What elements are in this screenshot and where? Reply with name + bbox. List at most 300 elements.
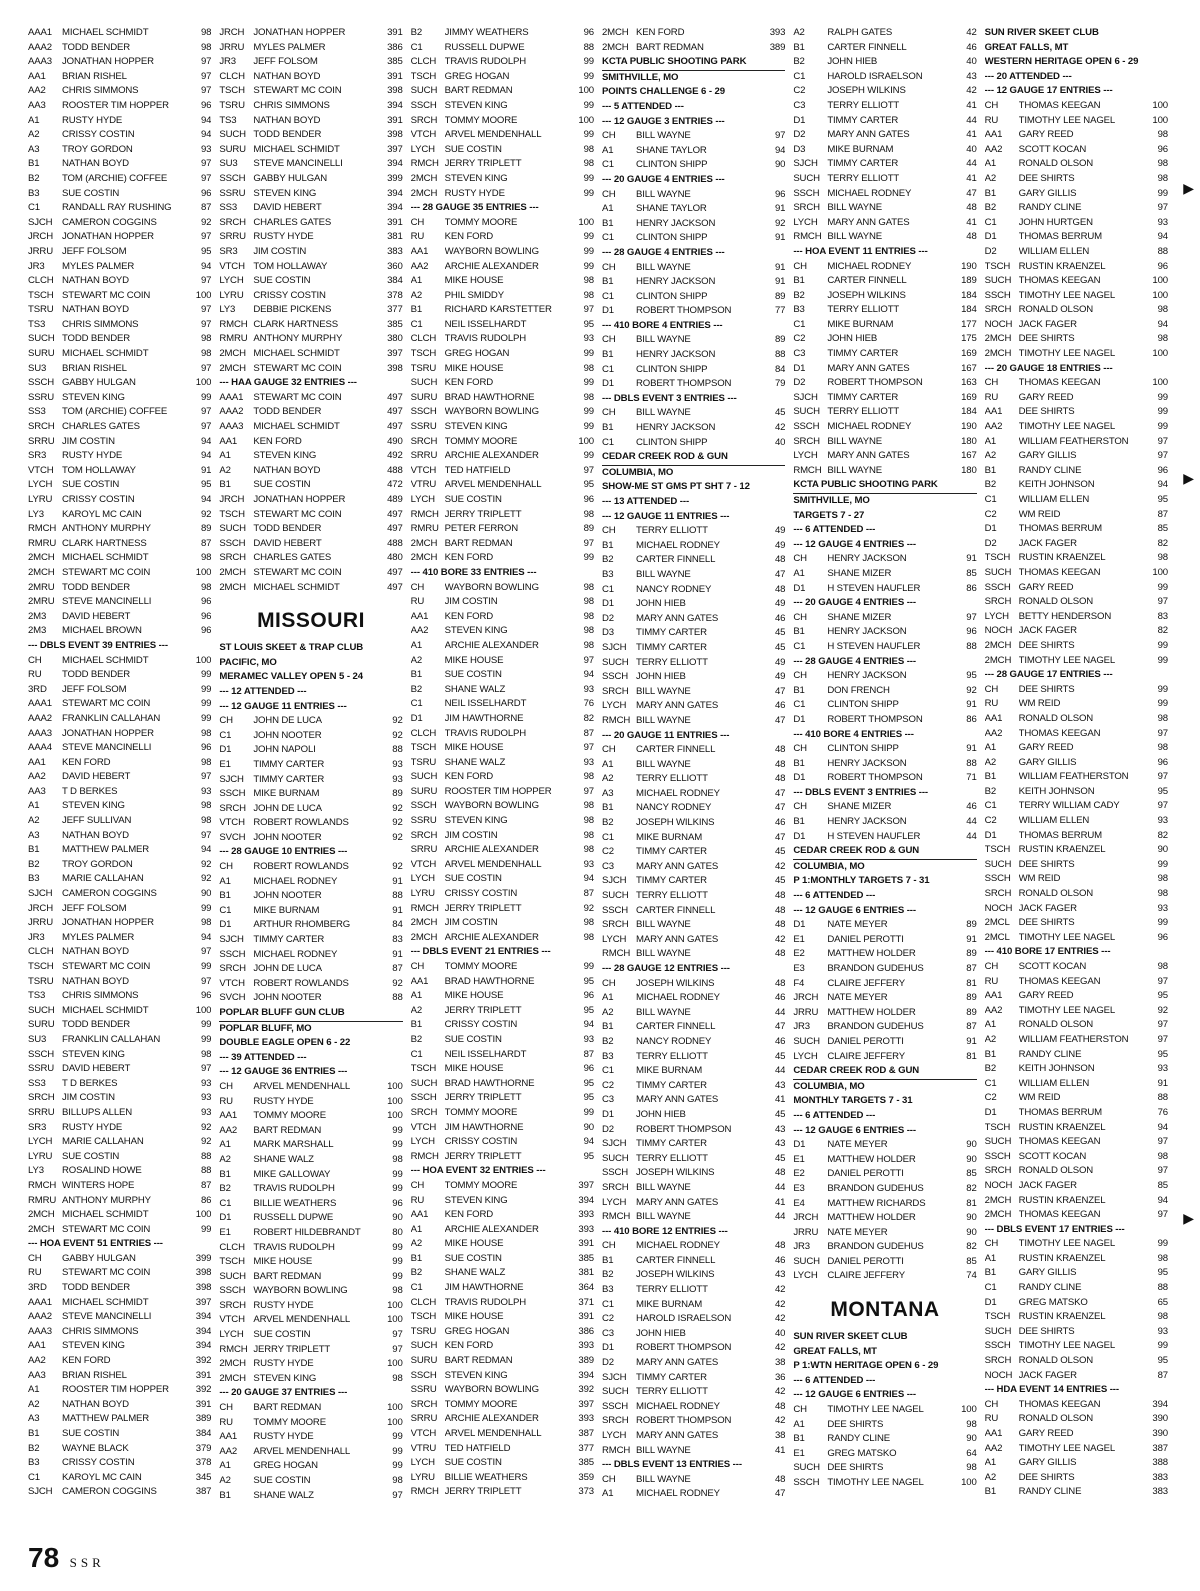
score: 99 <box>583 552 594 564</box>
shooter-name: NANCY RODNEY <box>635 802 712 814</box>
score: 48 <box>774 554 786 566</box>
result-row <box>985 1033 1168 1048</box>
class-code: SJCH <box>601 1138 627 1150</box>
result-row <box>28 1296 211 1311</box>
result-row <box>985 1456 1168 1471</box>
result-row <box>793 303 976 318</box>
shooter-name: JOHN DE LUCA <box>253 963 322 975</box>
class-code: B1 <box>793 41 805 53</box>
result-row <box>793 201 976 216</box>
result-row <box>28 1442 211 1457</box>
score: 99 <box>200 683 212 695</box>
score: 98 <box>583 815 594 827</box>
score: 99 <box>1157 421 1168 433</box>
score: 99 <box>1157 391 1168 403</box>
shooter-name: RONALD OLSON <box>1018 1165 1094 1177</box>
shooter-name: TIMMY CARTER <box>827 158 899 170</box>
shooter-name: TIMMY CARTER <box>253 934 325 946</box>
class-code: C2 <box>984 815 997 827</box>
shooter-name: TIMMY CARTER <box>253 758 325 770</box>
result-row <box>219 714 402 729</box>
result-row <box>602 1356 785 1371</box>
result-row <box>28 610 211 625</box>
result-row <box>28 114 211 129</box>
section-heading: --- HOA EVENT 32 ENTRIES --- <box>410 1165 546 1177</box>
score: 100 <box>387 1358 403 1370</box>
score: 89 <box>774 334 786 346</box>
score: 99 <box>200 1033 212 1045</box>
class-code: C3 <box>793 348 806 360</box>
result-row <box>411 1296 594 1311</box>
score: 373 <box>578 1486 594 1498</box>
class-code: D1 <box>793 919 806 931</box>
score: 99 <box>1157 698 1168 710</box>
class-code: JR3 <box>793 1241 810 1253</box>
class-code: A1 <box>793 1418 805 1430</box>
result-row <box>602 918 785 933</box>
shooter-name: BRIAN RISHEL <box>62 70 127 82</box>
shooter-name: CHARLES GATES <box>62 421 140 433</box>
shooter-name: ARCHIE ALEXANDER <box>444 931 539 943</box>
class-code: C3 <box>601 1094 614 1106</box>
result-row <box>985 1106 1168 1121</box>
class-code: SSCH <box>410 406 437 418</box>
score: 392 <box>578 1384 594 1396</box>
class-code: JR3 <box>219 56 236 68</box>
shooter-name: WILLIAM FEATHERSTON <box>1018 771 1129 783</box>
result-row <box>219 143 402 158</box>
shooter-name: JOHN DE LUCA <box>253 715 322 727</box>
result-row <box>28 216 211 231</box>
class-code: B3 <box>601 568 614 580</box>
shooter-name: MICHAEL SCHMIDT <box>253 421 340 433</box>
score: 377 <box>578 1442 594 1454</box>
class-code: VTCH <box>410 858 437 870</box>
class-code: C1 <box>219 1197 232 1209</box>
score: 99 <box>392 1270 403 1282</box>
score: 91 <box>1157 1077 1168 1089</box>
score: 76 <box>583 698 594 710</box>
class-code: SJCH <box>28 888 53 900</box>
shooter-name: THOMAS BERRUM <box>1018 523 1102 535</box>
score: 48 <box>966 231 977 243</box>
results-page <box>28 26 1168 1536</box>
class-code: E3 <box>793 963 805 974</box>
result-row <box>28 55 211 70</box>
class-code: 2MCH <box>984 1194 1012 1206</box>
class-code: B2 <box>601 554 614 566</box>
class-code: SUCH <box>410 377 438 389</box>
shooter-name: JACK FAGER <box>1018 1179 1077 1191</box>
result-row <box>602 1006 785 1021</box>
score: 394 <box>578 1369 594 1381</box>
shooter-name: MIKE HOUSE <box>444 275 504 287</box>
class-code: SURU <box>28 1019 55 1031</box>
shooter-name: T D BERKES <box>62 1077 118 1089</box>
shooter-name: KEN FORD <box>444 231 494 243</box>
shooter-name: JACK FAGER <box>1018 625 1077 637</box>
result-row <box>219 1357 402 1372</box>
shooter-name: BILLIE WEATHERS <box>444 1471 528 1483</box>
shooter-name: WAYBORN BOWLING <box>444 245 539 257</box>
result-row <box>28 201 211 216</box>
class-code: VTCH <box>410 464 437 476</box>
section-heading: SUN RIVER SKEET CLUB <box>984 27 1099 38</box>
result-row <box>793 1432 976 1447</box>
shooter-name: HENRY JACKSON <box>827 626 907 638</box>
result-row <box>28 362 211 377</box>
result-row <box>793 172 976 187</box>
score: 87 <box>583 888 594 900</box>
shooter-name: RUSTIN KRAENZEL <box>1018 552 1106 564</box>
score: 43 <box>774 1079 786 1091</box>
score: 89 <box>774 290 786 302</box>
score: 91 <box>966 553 977 565</box>
class-code: JRRU <box>28 917 53 929</box>
class-code: E3 <box>793 1182 805 1194</box>
class-code: B2 <box>793 56 805 68</box>
result-row <box>602 977 785 992</box>
class-code: B3 <box>28 1457 40 1469</box>
score: 48 <box>774 890 786 902</box>
class-code: 2MCH <box>984 654 1012 666</box>
result-row <box>411 858 594 873</box>
score: 85 <box>966 1168 977 1180</box>
result-row <box>985 157 1168 172</box>
score: 97 <box>200 56 212 68</box>
shooter-name: TRAVIS RUDOLPH <box>444 1296 527 1308</box>
result-row <box>28 347 211 362</box>
class-code: C1 <box>410 41 423 53</box>
shooter-name: CLINTON SHIPP <box>635 363 708 375</box>
score: 48 <box>774 948 786 960</box>
shooter-name: BRIAN RISHEL <box>62 1369 127 1381</box>
shooter-name: CHRIS SIMMONS <box>62 1325 139 1337</box>
result-row <box>411 318 594 333</box>
score: 98 <box>583 508 594 520</box>
result-row <box>793 640 976 655</box>
result-row <box>219 157 402 172</box>
shooter-name: RUSTIN KRAENZEL <box>1018 260 1106 272</box>
shooter-name: GARY REED <box>1018 129 1074 141</box>
result-row <box>985 624 1168 639</box>
result-row <box>985 843 1168 858</box>
class-code: CH <box>219 861 233 873</box>
shooter-name: TROY GORDON <box>62 858 133 870</box>
shooter-name: ROBERT ROWLANDS <box>253 977 349 989</box>
result-row <box>411 157 594 172</box>
class-code: RU <box>410 1194 425 1206</box>
score: 97 <box>966 611 977 623</box>
class-code: SSCH <box>28 1048 55 1060</box>
score: 97 <box>583 537 594 549</box>
score: 94 <box>1157 479 1168 491</box>
result-row <box>411 84 594 99</box>
result-row <box>219 1474 402 1489</box>
shooter-name: BILL WAYNE <box>635 919 691 931</box>
section-heading: --- 410 BORE 4 ENTRIES --- <box>793 728 914 740</box>
class-code: C1 <box>410 1282 423 1294</box>
score: 90 <box>392 1212 403 1224</box>
result-row <box>602 743 785 758</box>
score: 97 <box>1157 1209 1168 1221</box>
score: 394 <box>387 158 403 170</box>
shooter-name: JOSEPH WILKINS <box>827 85 906 97</box>
result-row <box>219 551 402 566</box>
result-row <box>793 1476 976 1491</box>
shooter-name: TERRY ELLIOTT <box>635 1284 708 1296</box>
shooter-name: TODD BENDER <box>62 1282 131 1294</box>
shooter-name: GREG HOGAN <box>444 1325 510 1337</box>
shooter-name: CRISSY COSTIN <box>62 129 135 141</box>
score: 48 <box>774 904 786 916</box>
result-row <box>985 1164 1168 1179</box>
shooter-name: NATE MEYER <box>827 919 888 931</box>
score: 98 <box>200 815 212 827</box>
shooter-name: RUSTY HYDE <box>444 187 505 199</box>
class-code: B2 <box>410 683 423 695</box>
shooter-name: ROBERT HILDEBRANDT <box>253 1226 361 1238</box>
score: 92 <box>392 729 403 741</box>
result-row <box>28 1383 211 1398</box>
result-row <box>411 1237 594 1252</box>
score: 388 <box>1152 1457 1168 1469</box>
result-row <box>793 611 976 626</box>
class-code: AA1 <box>984 712 1003 724</box>
score: 91 <box>966 933 977 945</box>
score: 97 <box>583 464 594 476</box>
result-row <box>28 624 211 639</box>
class-code: B1 <box>410 669 423 681</box>
score: 98 <box>966 1462 977 1474</box>
shooter-name: BILL WAYNE <box>635 685 691 697</box>
result-row <box>411 128 594 143</box>
shooter-name: STEVEN KING <box>444 815 508 827</box>
shooter-name: ROBERT THOMPSON <box>827 377 923 389</box>
shooter-name: TOMMY MOORE <box>253 1416 326 1428</box>
class-code: SRCH <box>410 829 438 841</box>
class-code: LYRU <box>410 888 435 900</box>
score: 92 <box>392 817 403 829</box>
result-row <box>219 318 402 333</box>
result-row <box>219 581 402 596</box>
score: 94 <box>1157 318 1168 330</box>
shooter-name: MIKE GALLOWAY <box>253 1168 331 1180</box>
score: 393 <box>578 1209 594 1221</box>
section-heading: --- 12 GAUGE 6 ENTRIES --- <box>793 1389 916 1401</box>
result-row <box>28 785 211 800</box>
result-row <box>28 770 211 785</box>
result-row <box>28 1004 211 1019</box>
class-code: SSCH <box>219 788 246 800</box>
result-row <box>985 508 1168 523</box>
shooter-name: WAYBORN BOWLING <box>444 800 539 812</box>
result-row <box>985 1208 1168 1223</box>
result-row <box>219 245 402 260</box>
class-code: A2 <box>793 27 805 38</box>
score: 89 <box>392 788 403 800</box>
score: 98 <box>200 27 212 38</box>
class-code: LYCH <box>601 700 627 712</box>
result-row <box>411 230 594 245</box>
result-row <box>28 1091 211 1106</box>
shooter-name: PETER FERRON <box>444 523 519 535</box>
score: 44 <box>966 114 977 126</box>
score: 95 <box>1157 1355 1168 1367</box>
score: 93 <box>583 1033 594 1045</box>
shooter-name: TODD BENDER <box>62 41 131 53</box>
class-code: SRRU <box>219 231 246 243</box>
shooter-name: HENRY JACKSON <box>827 816 907 828</box>
score: 394 <box>578 1194 594 1206</box>
score: 381 <box>387 231 403 243</box>
score: 98 <box>1157 158 1168 170</box>
shooter-name: STEWART MC COIN <box>253 508 342 520</box>
score: 43 <box>774 1269 786 1281</box>
score: 99 <box>583 99 594 111</box>
class-code: LYCH <box>601 933 627 945</box>
score: 86 <box>966 582 977 594</box>
class-code: TSRU <box>28 304 54 316</box>
result-row <box>602 947 785 962</box>
shooter-name: CRISSY COSTIN <box>444 1019 518 1031</box>
result-row <box>28 551 211 566</box>
result-row <box>219 1313 402 1328</box>
shooter-name: TIMOTHY LEE NAGEL <box>1018 114 1116 126</box>
score: 497 <box>387 508 403 520</box>
result-row <box>793 757 976 772</box>
result-row <box>28 683 211 698</box>
shooter-name: STEVE MANCINELLI <box>253 158 343 170</box>
score: 87 <box>1157 1369 1168 1381</box>
result-row <box>602 1385 785 1400</box>
result-row <box>985 391 1168 406</box>
score: 189 <box>961 275 977 287</box>
result-row <box>411 727 594 742</box>
shooter-name: TRAVIS RUDOLPH <box>253 1183 335 1195</box>
result-row <box>985 1339 1168 1354</box>
shooter-name: CRISSY COSTIN <box>444 1136 518 1148</box>
result-row <box>28 1471 211 1486</box>
section-heading: --- 12 GAUGE 11 ENTRIES --- <box>601 510 730 522</box>
class-code: RMCH <box>219 318 248 330</box>
class-code: C1 <box>601 436 614 448</box>
result-row <box>28 478 211 493</box>
section-heading: --- 20 GAUGE 37 ENTRIES --- <box>219 1387 348 1399</box>
score: 87 <box>392 963 403 975</box>
score: 85 <box>1157 1179 1168 1191</box>
shooter-name: KEN FORD <box>444 552 494 564</box>
class-code: D1 <box>793 772 806 784</box>
class-code: SR3 <box>28 450 47 462</box>
score: 65 <box>1157 1296 1168 1308</box>
shooter-name: CLARK HARTNESS <box>253 318 338 330</box>
result-row <box>219 114 402 129</box>
result-row <box>28 916 211 931</box>
result-row <box>411 1208 594 1223</box>
class-code: SSCH <box>219 1285 246 1297</box>
shooter-name: CARTER FINNELL <box>635 554 716 566</box>
result-row <box>28 1164 211 1179</box>
score: 497 <box>387 391 403 403</box>
shooter-name: NATE MEYER <box>827 1139 888 1151</box>
shooter-name: JIM HAWTHORNE <box>444 712 524 724</box>
result-row <box>985 201 1168 216</box>
class-code: NOCH <box>984 318 1013 330</box>
shooter-name: TODD BENDER <box>253 523 322 535</box>
shooter-name: BILL WAYNE <box>827 202 882 214</box>
class-code: AA1 <box>219 435 238 447</box>
score: 391 <box>578 1311 594 1323</box>
shooter-name: DEE SHIRTS <box>1018 917 1075 929</box>
score: 94 <box>1157 1194 1168 1206</box>
class-code: C1 <box>984 1077 997 1089</box>
result-row <box>985 1091 1168 1106</box>
score: 82 <box>1157 829 1168 841</box>
score: 99 <box>583 245 594 257</box>
score: 98 <box>583 625 594 637</box>
shooter-name: NATHAN BOYD <box>62 275 129 287</box>
class-code: B1 <box>219 1489 231 1501</box>
class-code: B2 <box>601 1035 614 1047</box>
score: 384 <box>195 1428 212 1439</box>
result-row <box>793 1020 976 1035</box>
shooter-name: JOHN HIEB <box>635 671 686 683</box>
shooter-name: BRANDON GUDEHUS <box>827 1021 924 1033</box>
score: 378 <box>387 289 403 301</box>
shooter-name: GARY GILLIS <box>1018 756 1077 768</box>
score: 390 <box>1152 1428 1168 1439</box>
result-row <box>28 303 211 318</box>
shooter-name: MIKE BURNAM <box>253 788 320 800</box>
shooter-name: HENRY JACKSON <box>635 422 716 434</box>
class-code: TSCH <box>219 508 245 520</box>
result-row <box>985 187 1168 202</box>
shooter-name: MATTHEW RICHARDS <box>827 1197 926 1209</box>
result-row <box>602 597 785 612</box>
class-code: AAA2 <box>219 406 244 418</box>
class-code: SRCH <box>984 596 1012 608</box>
class-code: C3 <box>601 1327 614 1339</box>
shooter-name: CAMERON COGGINS <box>62 216 157 228</box>
shooter-name: MYLES PALMER <box>253 41 326 53</box>
score: 99 <box>200 1019 212 1031</box>
class-code: A1 <box>984 742 997 754</box>
score: 488 <box>387 537 403 549</box>
score: 472 <box>387 479 403 491</box>
shooter-name: ARVEL MENDENHALL <box>253 1445 351 1457</box>
shooter-name: ROBERT THOMPSON <box>827 772 923 784</box>
result-row <box>219 303 402 318</box>
result-row <box>793 55 976 70</box>
score: 397 <box>387 143 403 155</box>
result-row <box>602 275 785 290</box>
shooter-name: DAVID HEBERT <box>253 537 322 549</box>
score: 98 <box>200 727 212 739</box>
shooter-name: DEE SHIRTS <box>827 1418 884 1430</box>
score: 47 <box>774 714 786 726</box>
shooter-name: GREG HOGAN <box>444 348 510 360</box>
shooter-name: GARY REED <box>1018 391 1074 403</box>
score: 82 <box>1157 537 1168 549</box>
class-code: 2MCH <box>410 917 438 929</box>
result-row <box>411 1252 594 1267</box>
result-row <box>411 376 594 391</box>
score: 98 <box>1157 172 1168 184</box>
shooter-name: TOMMY MOORE <box>444 1106 518 1118</box>
score: 97 <box>1157 975 1168 987</box>
shooter-name: STEWART MC COIN <box>62 289 151 301</box>
